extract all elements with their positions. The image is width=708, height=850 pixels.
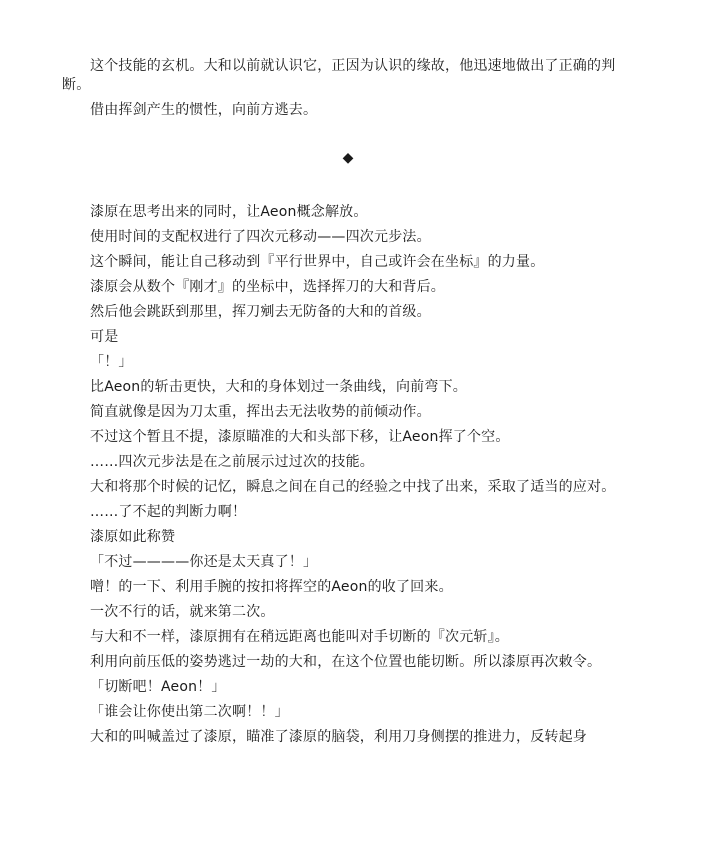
paragraph: 漆原如此称赞: [90, 529, 176, 545]
paragraph: 大和将那个时候的记忆，瞬息之间在自己的经验之中找了出来，采取了适当的应对。: [90, 479, 616, 495]
paragraph: 可是: [90, 329, 119, 345]
document-page: [62, 57, 634, 753]
paragraph: 漆原在思考出来的同时，让Aeon概念解放。: [90, 204, 368, 220]
paragraph: 这个瞬间，能让自己移动到『平行世界中，自己或许会在坐标』的力量。: [90, 254, 545, 270]
dialogue-line: 「不过————你还是太天真了！」: [90, 554, 318, 570]
paragraph: 漆原会从数个『刚才』的坐标中，选择挥刀的大和背后。: [90, 279, 445, 295]
paragraph: 简直就像是因为刀太重，挥出去无法收势的前倾动作。: [90, 404, 431, 420]
paragraph: ……四次元步法是在之前展示过过次的技能。: [90, 454, 374, 470]
paragraph: 一次不行的话，就来第二次。: [90, 604, 275, 620]
dialogue-line: 「谁会让你使出第二次啊！！」: [90, 704, 289, 720]
paragraph: 与大和不一样，漆原拥有在稍远距离也能叫对手切断的『次元斩』。: [90, 629, 509, 645]
scene-separator: ◆: [342, 150, 354, 166]
paragraph: 大和的叫喊盖过了漆原，瞄准了漆原的脑袋，利用刀身侧摆的推进力，反转起身: [90, 729, 587, 745]
paragraph: 比Aeon的斩击更快，大和的身体划过一条曲线，向前弯下。: [90, 379, 467, 395]
dialogue-line: 「！」: [90, 354, 133, 370]
paragraph: 这个技能的玄机。大和以前就认识它，正因为认识的缘故，他迅速地做出了正确的判断。: [62, 58, 616, 93]
dialogue-line: 「切断吧！Aeon！」: [90, 679, 226, 695]
paragraph: 然后他会跳跃到那里，挥刀剜去无防备的大和的首级。: [90, 304, 431, 320]
paragraph: 借由挥剑产生的惯性，向前方逃去。: [90, 102, 318, 118]
paragraph: 噌！的一下、利用手腕的按扣将挥空的Aeon的收了回来。: [90, 579, 453, 595]
paragraph: 不过这个暂且不提，漆原瞄准的大和头部下移，让Aeon挥了个空。: [90, 429, 510, 445]
paragraph: 利用向前压低的姿势逃过一劫的大和，在这个位置也能切断。所以漆原再次敕令。: [90, 654, 602, 670]
paragraph: 使用时间的支配权进行了四次元移动——四次元步法。: [90, 229, 431, 245]
paragraph: ……了不起的判断力啊！: [90, 504, 247, 520]
